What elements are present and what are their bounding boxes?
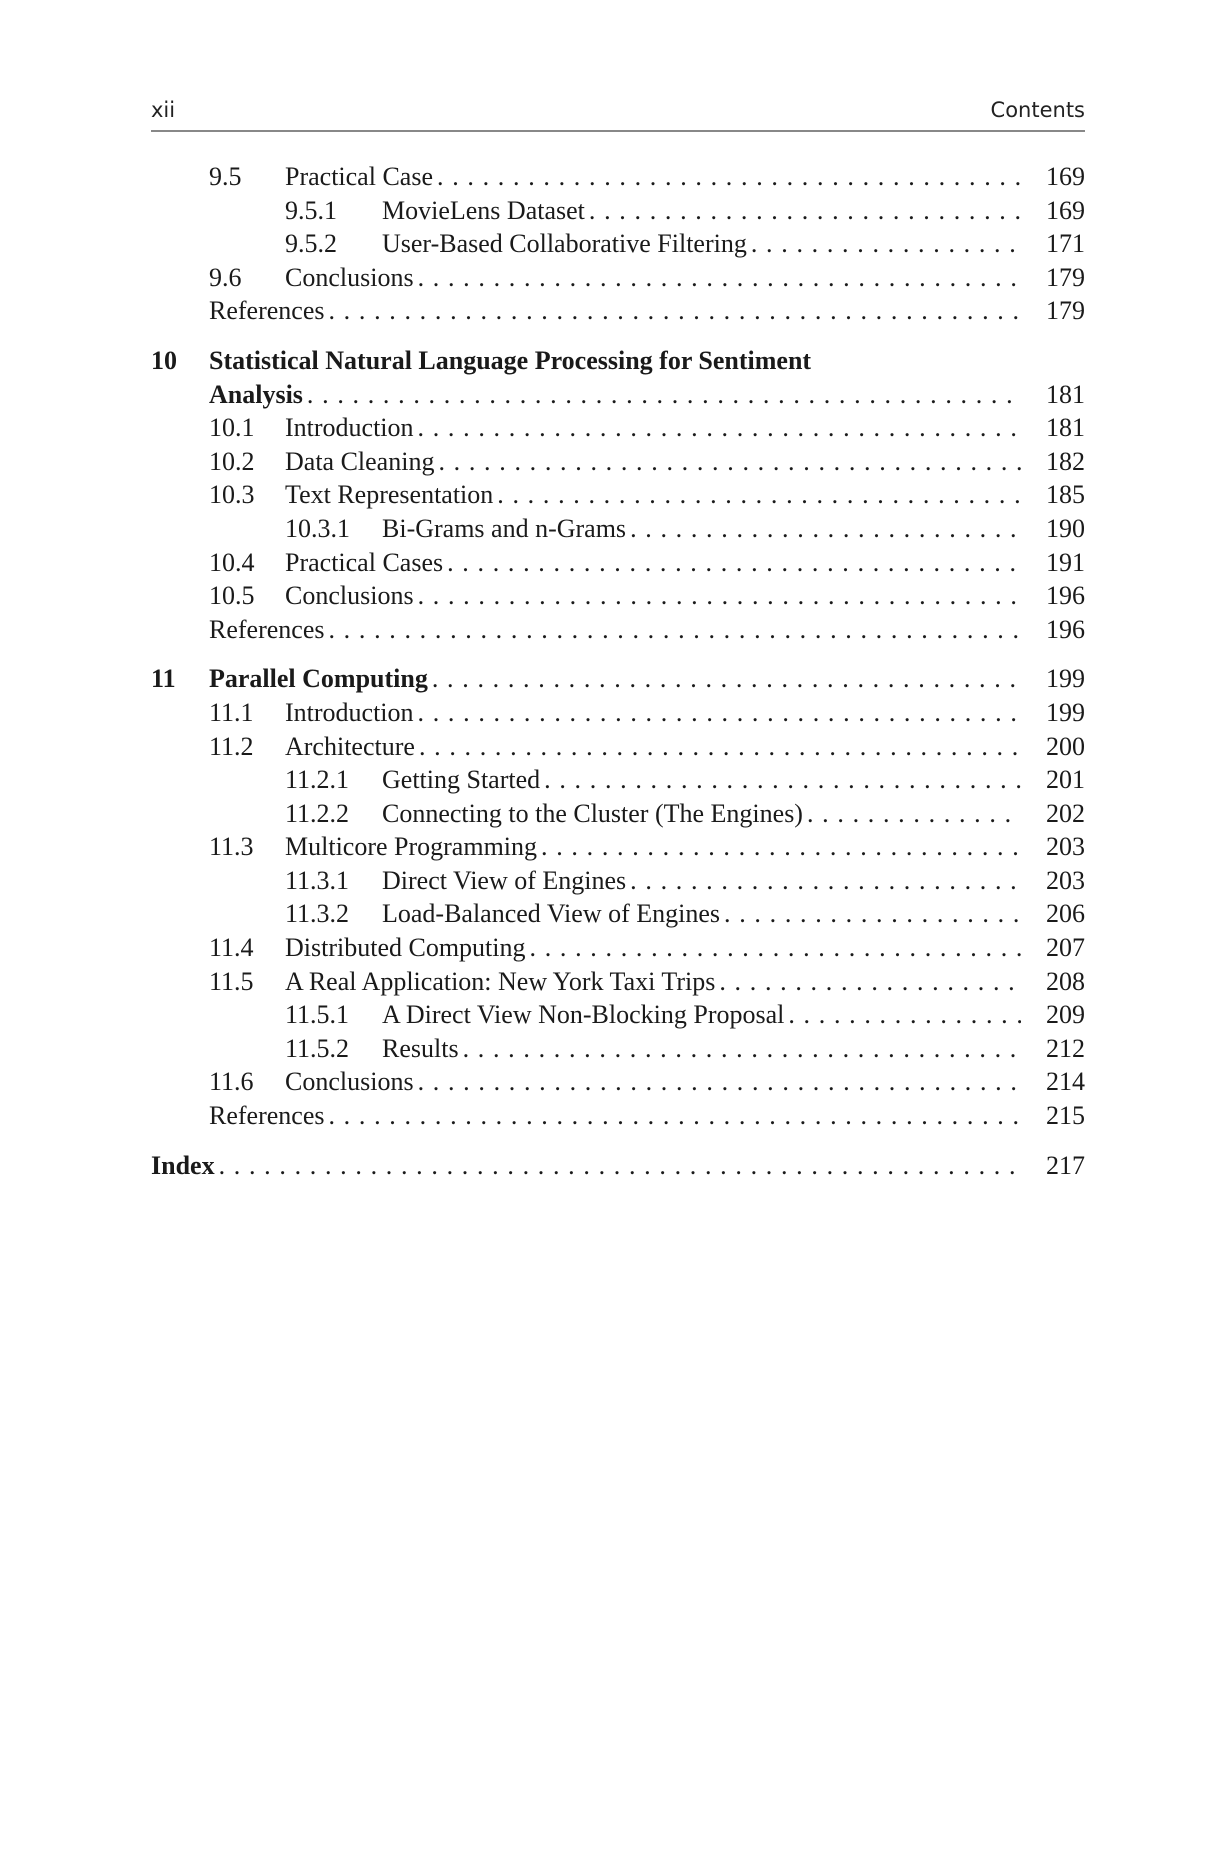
toc-title: Introduction	[285, 697, 414, 727]
toc-title: Distributed Computing	[285, 933, 526, 963]
toc-number: 10.4	[209, 547, 255, 577]
toc-index	[151, 1149, 1085, 1183]
dot-leader	[303, 378, 1021, 412]
page-folio: xii	[151, 98, 176, 122]
toc-page-number: 182	[1046, 446, 1085, 476]
toc-page-number: 208	[1046, 966, 1085, 996]
toc-title: Getting Started	[382, 765, 541, 795]
toc-page-number: 203	[1046, 832, 1085, 862]
toc-page-number: 185	[1046, 480, 1085, 510]
toc-title: Conclusions	[285, 262, 414, 292]
toc-title: Multicore Programming	[285, 832, 538, 862]
toc-page-number: 215	[1046, 1101, 1085, 1131]
toc-page-number: 217	[1046, 1150, 1085, 1180]
toc-number: 11.1	[209, 697, 254, 727]
toc-page-number: 169	[1046, 195, 1085, 225]
dot-leader	[493, 478, 1021, 512]
toc-page-number: 196	[1046, 614, 1085, 644]
toc-number: 9.5.1	[285, 195, 337, 225]
toc-number: 11.3.2	[285, 899, 350, 929]
toc-entry-11-6	[151, 1065, 1085, 1099]
toc-title: A Direct View Non-Blocking Proposal	[382, 1000, 785, 1030]
toc-page-number: 201	[1046, 765, 1085, 795]
toc-number: 11.6	[209, 1067, 254, 1097]
toc-title: MovieLens Dataset	[382, 195, 585, 225]
toc-title: Results	[382, 1033, 459, 1063]
toc-page-number: 214	[1046, 1067, 1085, 1097]
dot-leader	[459, 1032, 1021, 1066]
toc-title: References	[209, 1101, 325, 1131]
toc-number: 11.2.1	[285, 765, 350, 795]
dot-leader	[433, 160, 1021, 194]
toc-number: 9.6	[209, 262, 242, 292]
dot-leader	[324, 294, 1021, 328]
toc-entry-11-2-1	[151, 763, 1085, 797]
toc-title: Architecture	[285, 731, 415, 761]
toc-page-number: 179	[1046, 296, 1085, 326]
toc-number: 11.4	[209, 933, 254, 963]
toc-number: 10.5	[209, 581, 255, 611]
toc-number: 10.3	[209, 480, 255, 510]
toc-chapter-number: 11	[151, 664, 176, 694]
toc-page-number: 203	[1046, 865, 1085, 895]
toc-title: A Real Application: New York Taxi Trips	[285, 966, 716, 996]
toc-index-title: Index	[151, 1150, 215, 1180]
toc-entry-10-3-1	[151, 512, 1085, 546]
dot-leader	[324, 613, 1021, 647]
toc-entry-9-5-1	[151, 194, 1085, 228]
toc-entry-11-2-2	[151, 797, 1085, 831]
toc-title: Bi-Grams and n-Grams	[382, 513, 627, 543]
toc-entry-11-5	[151, 965, 1085, 999]
dot-leader	[803, 797, 1021, 831]
dot-leader	[414, 579, 1021, 613]
toc-title: User-Based Collaborative Filtering	[382, 229, 747, 259]
toc-page-number: 212	[1046, 1033, 1085, 1063]
toc-page-number: 190	[1046, 513, 1085, 543]
dot-leader	[215, 1149, 1021, 1183]
toc-page-number: 206	[1046, 899, 1085, 929]
toc-number: 11.3	[209, 832, 254, 862]
toc-page-number: 191	[1046, 547, 1085, 577]
dot-leader	[540, 763, 1021, 797]
toc-title: Text Representation	[285, 480, 494, 510]
dot-leader	[747, 227, 1021, 261]
toc-number: 11.5.2	[285, 1033, 350, 1063]
toc-title: Data Cleaning	[285, 446, 435, 476]
dot-leader	[324, 1099, 1021, 1133]
toc-entry-ch11-references	[151, 1099, 1085, 1133]
toc-entry-ch10-references	[151, 613, 1085, 647]
toc-entry-10-2	[151, 445, 1085, 479]
dot-leader	[784, 998, 1021, 1032]
running-head	[151, 96, 1085, 132]
toc-entry-10-4	[151, 546, 1085, 580]
dot-leader	[414, 696, 1021, 730]
toc-entry-11-3-1	[151, 864, 1085, 898]
toc-page-number: 207	[1046, 933, 1085, 963]
toc-chapter-title: Parallel Computing	[209, 664, 428, 694]
toc-number: 11.5	[209, 966, 254, 996]
dot-leader	[415, 730, 1021, 764]
toc-entry-11-5-2	[151, 1032, 1085, 1066]
toc-title: Load-Balanced View of Engines	[382, 899, 721, 929]
toc-page-number: 209	[1046, 1000, 1085, 1030]
dot-leader	[626, 512, 1021, 546]
toc-page-number: 200	[1046, 731, 1085, 761]
toc-chapter-10-line2	[151, 378, 1085, 412]
dot-leader	[434, 445, 1021, 479]
dot-leader	[443, 546, 1021, 580]
toc-chapter-number: 10	[151, 345, 177, 375]
toc-page-number: 199	[1046, 697, 1085, 727]
toc-entry-9-6	[151, 261, 1085, 295]
toc-title: Connecting to the Cluster (The Engines)	[382, 798, 803, 828]
toc-page-number: 181	[1046, 379, 1085, 409]
dot-leader	[428, 662, 1021, 696]
toc-entry-9-5	[151, 160, 1085, 194]
toc-title: Conclusions	[285, 1067, 414, 1097]
toc-title: Conclusions	[285, 581, 414, 611]
toc-number: 9.5	[209, 162, 242, 191]
dot-leader	[526, 931, 1022, 965]
toc-entry-10-3	[151, 478, 1085, 512]
dot-leader	[537, 830, 1021, 864]
dot-leader	[414, 411, 1021, 445]
toc-entry-11-3-2	[151, 897, 1085, 931]
toc-title: Introduction	[285, 413, 414, 443]
toc-entry-10-1	[151, 411, 1085, 445]
toc-number: 11.3.1	[285, 865, 350, 895]
running-head-title: Contents	[990, 98, 1085, 122]
toc-number: 11.5.1	[285, 1000, 350, 1030]
dot-leader	[414, 1065, 1021, 1099]
toc-entry-11-2	[151, 730, 1085, 764]
dot-leader	[715, 965, 1021, 999]
toc-chapter-title: Statistical Natural Language Processing for Sentiment	[209, 345, 812, 375]
toc-entry-ch9-references	[151, 294, 1085, 328]
dot-leader	[626, 864, 1021, 898]
toc-number: 9.5.2	[285, 229, 337, 259]
toc-title: Direct View of Engines	[382, 865, 627, 895]
toc-number: 10.3.1	[285, 513, 350, 543]
toc-number: 11.2.2	[285, 798, 350, 828]
toc-page-number: 179	[1046, 262, 1085, 292]
toc-title: References	[209, 614, 325, 644]
dot-leader	[585, 194, 1021, 228]
toc-number: 11.2	[209, 731, 254, 761]
toc-chapter-10-line1	[151, 344, 1085, 378]
toc-page-number: 181	[1046, 413, 1085, 443]
toc-entry-11-1	[151, 696, 1085, 730]
toc-title: Practical Cases	[285, 547, 444, 577]
toc-page-number: 169	[1046, 162, 1085, 191]
dot-leader	[720, 897, 1021, 931]
toc-chapter-title-cont: Analysis	[209, 379, 303, 409]
toc-title: Practical Case	[285, 162, 433, 191]
toc-page-number: 199	[1046, 664, 1085, 694]
toc-entry-11-5-1	[151, 998, 1085, 1032]
toc-entry-9-5-2	[151, 227, 1085, 261]
toc-title: References	[209, 296, 325, 326]
toc-page-number: 171	[1046, 229, 1085, 259]
toc-page-number: 202	[1046, 798, 1085, 828]
toc-entry-11-3	[151, 830, 1085, 864]
toc-page-number: 196	[1046, 581, 1085, 611]
toc-number: 10.1	[209, 413, 255, 443]
toc-chapter-11	[151, 662, 1085, 696]
toc-entry-11-4	[151, 931, 1085, 965]
toc-number: 10.2	[209, 446, 255, 476]
dot-leader	[414, 261, 1021, 295]
table-of-contents	[151, 160, 1085, 1182]
toc-entry-10-5	[151, 579, 1085, 613]
